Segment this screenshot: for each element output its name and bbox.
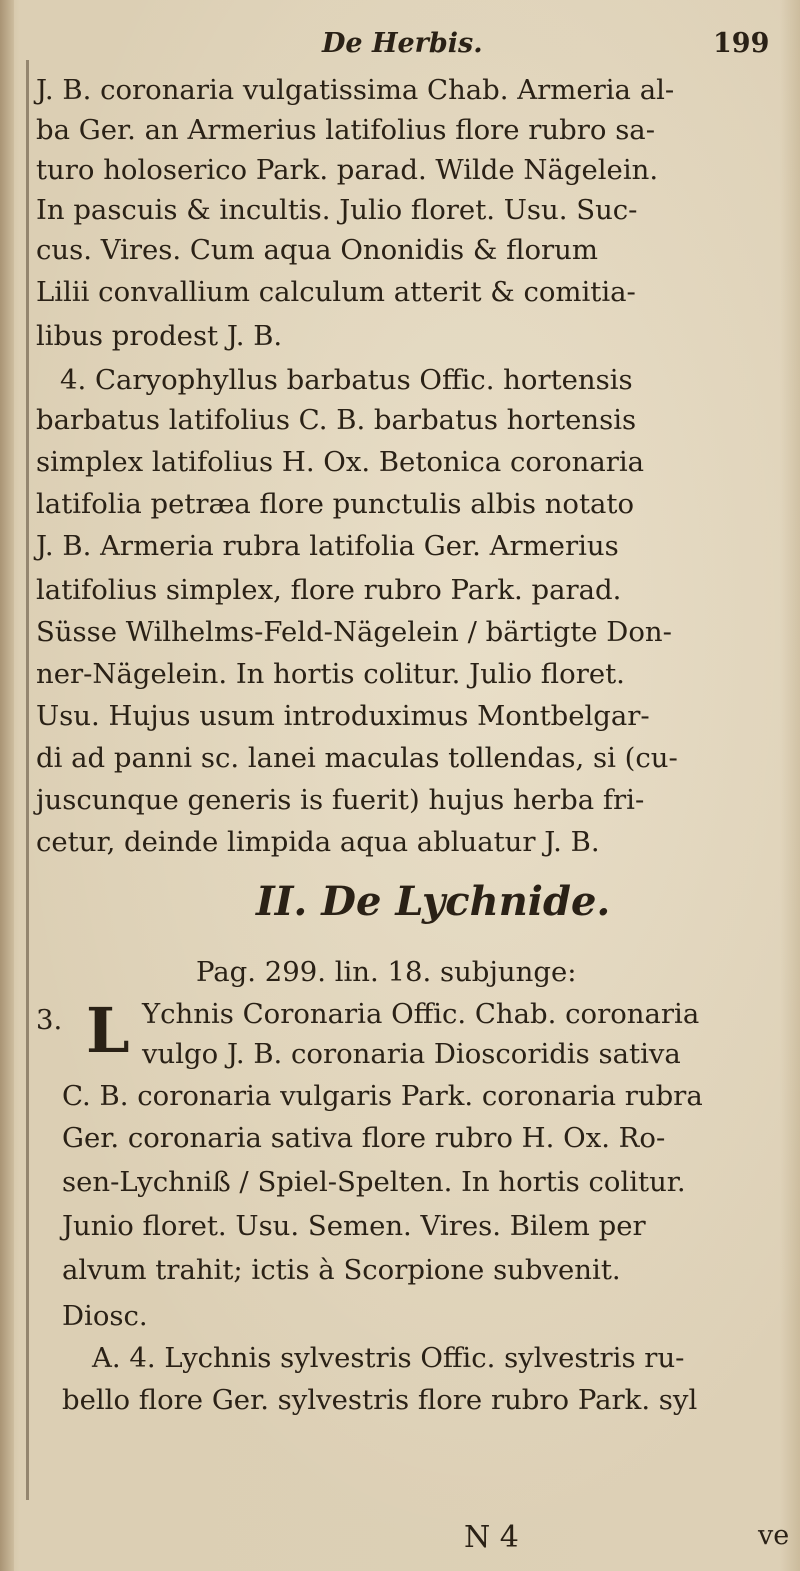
text-line: turo holoserico Park. parad. Wilde Nägelein. [36,154,659,186]
text-line: Lilii convallium calculum atterit & comitia- [36,276,636,308]
catchword: ve [758,1520,790,1551]
text-line: Junio floret. Usu. Semen. Vires. Bilem per [62,1210,646,1242]
text-line: Ychnis Coronaria Offic. Chab. coronaria [142,998,700,1030]
page-number: 199 [713,28,770,59]
text-line: alvum trahit; ictis à Scorpione subvenit. [62,1254,621,1286]
text-line: libus prodest J. B. [36,320,283,352]
text-line: bello flore Ger. sylvestris flore rubro Park. syl [62,1384,698,1416]
text-line: di ad panni sc. lanei maculas tollendas, si (cu- [36,742,678,774]
signature-mark: N 4 [464,1520,519,1555]
text-line: Süsse Wilhelms-Feld-Nägelein / bärtigte Don- [36,616,672,648]
text-line: Diosc. [62,1300,148,1332]
binding-gutter [0,0,14,1571]
text-line: In pascuis & incultis. Julio floret. Usu. Suc- [36,194,638,226]
text-line: 4. Caryophyllus barbatus Offic. hortensis [60,364,633,396]
text-line: latifolius simplex, flore rubro Park. parad. [36,574,622,606]
text-line: ner-Nägelein. In hortis colitur. Julio floret. [36,658,625,690]
running-head: De Herbis. [322,28,483,59]
text-line: latifolia petræa flore punctulis albis notato [36,488,635,520]
text-line: Usu. Hujus usum introduximus Montbelgar- [36,700,650,732]
text-line: barbatus latifolius C. B. barbatus hortensis [36,404,637,436]
text-line: vulgo J. B. coronaria Dioscoridis sativa [142,1038,681,1070]
text-line: J. B. coronaria vulgatissima Chab. Armeria al- [36,74,675,106]
text-line: ba Ger. an Armerius latifolius flore rubro sa- [36,114,655,146]
text-line: C. B. coronaria vulgaris Park. coronaria rubra [62,1080,703,1112]
text-line: cetur, deinde limpida aqua abluatur J. B. [36,826,600,858]
page-header [0,22,800,66]
pag-reference-line: Pag. 299. lin. 18. subjunge: [196,956,577,988]
text-line: sen-Lychniß / Spiel-Spelten. In hortis colitur. [62,1166,686,1198]
text-line: A. 4. Lychnis sylvestris Offic. sylvestris ru- [92,1342,685,1374]
entry-number: 3. [36,1004,63,1036]
section-heading: II. De Lychnide. [256,878,611,925]
text-line: cus. Vires. Cum aqua Ononidis & florum [36,234,598,266]
text-line: J. B. Armeria rubra latifolia Ger. Armerius [36,530,619,562]
margin-rule [26,60,29,1500]
text-line: juscunque generis is fuerit) hujus herba fri- [36,784,645,816]
drop-cap: L [86,994,130,1067]
text-line: Ger. coronaria sativa flore rubro H. Ox. Ro- [62,1122,666,1154]
text-line: simplex latifolius H. Ox. Betonica coronaria [36,446,645,478]
